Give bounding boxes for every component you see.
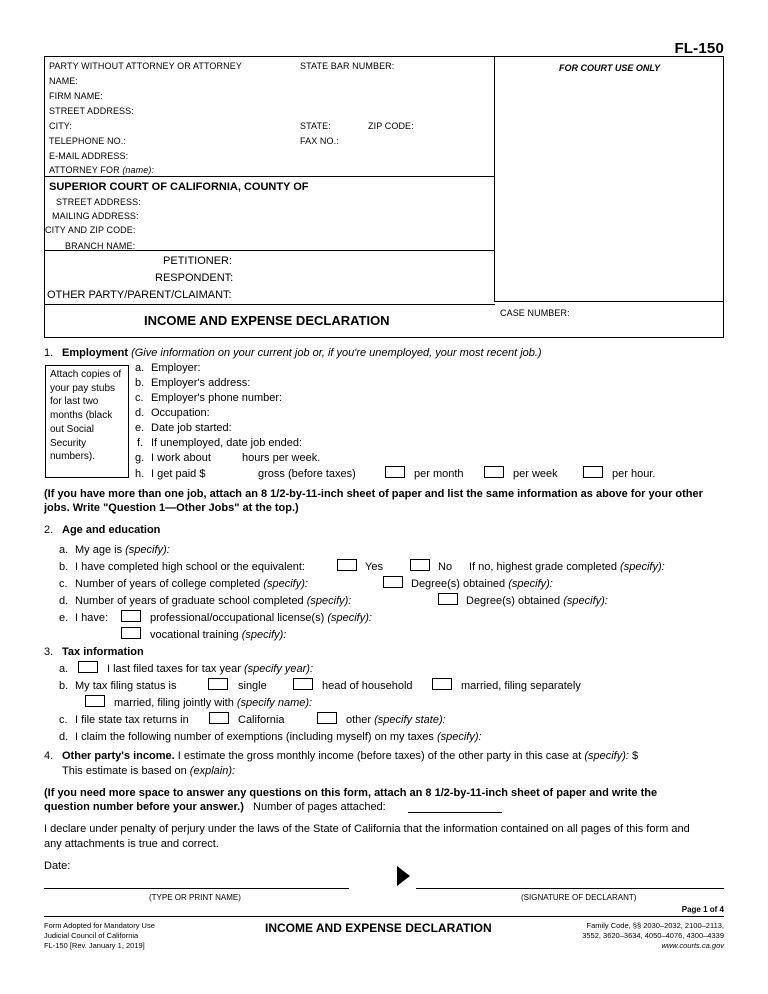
- section-4-dollar: $: [632, 750, 639, 762]
- checkbox-college-degree[interactable]: [383, 576, 403, 588]
- item-2d-degree: [466, 595, 608, 608]
- item-2d-text: Number of years of graduate school completed: [75, 595, 304, 607]
- section-4-text: I estimate the gross monthly income (before taxes) of the other party in this case at: [177, 750, 582, 762]
- city-label: CITY:: [49, 121, 73, 131]
- item-3c-label: I file state tax returns in: [75, 714, 189, 726]
- pages-attached-input-line[interactable]: [408, 812, 502, 813]
- section-4-heading-row: [62, 750, 638, 763]
- state-tax-california-label: California: [238, 714, 285, 726]
- item-3a-text: I last filed taxes for tax year: [107, 663, 241, 675]
- item-2c-label: [75, 578, 308, 591]
- section-2-heading: Age and education: [62, 524, 161, 536]
- footer-divider: [44, 916, 724, 917]
- item-1e-letter: e.: [135, 422, 145, 434]
- pages-attached-label: Number of pages attached:: [253, 801, 386, 813]
- section-4-number: 4.: [44, 750, 54, 762]
- filing-married-jointly-italic: (specify name):: [236, 697, 313, 709]
- item-1b-label: Employer's address:: [151, 377, 251, 389]
- telephone-label: TELEPHONE NO.:: [49, 136, 126, 146]
- checkbox-graduate-degree[interactable]: [438, 593, 458, 605]
- item-1f-letter: f.: [137, 437, 144, 449]
- section-1-heading: [62, 347, 542, 360]
- filing-head-of-household-label: head of household: [322, 680, 413, 692]
- checkbox-state-tax-california[interactable]: [209, 712, 229, 724]
- section-4-estimate-row: [62, 765, 235, 778]
- parties-block-divider: [44, 304, 495, 305]
- section-4-estimate-text: This estimate is based on: [62, 765, 187, 777]
- item-2d-degree-text: Degree(s) obtained: [466, 595, 561, 607]
- case-number-label: CASE NUMBER:: [500, 308, 570, 318]
- state-tax-other-text: other: [346, 714, 372, 726]
- declaration-line2: any attachments is true and correct.: [44, 838, 219, 850]
- state-tax-other-label: [346, 714, 446, 727]
- checkbox-highschool-yes[interactable]: [337, 559, 357, 571]
- item-3c-letter: c.: [59, 714, 68, 726]
- checkbox-vocational-training[interactable]: [121, 627, 141, 639]
- item-2c-italic: (specify):: [263, 578, 308, 590]
- item-2d-degree-italic: (specify):: [563, 595, 608, 607]
- checkbox-professional-license[interactable]: [121, 610, 141, 622]
- more-space-note-line2: question number before your answer.): [44, 801, 244, 813]
- item-1d-label: Occupation:: [151, 407, 210, 419]
- form-revision-line: FL-150 [Rev. January 1, 2019]: [44, 941, 145, 950]
- party-without-attorney-label: PARTY WITHOUT ATTORNEY OR ATTORNEY: [49, 61, 242, 71]
- item-1g-label: I work about: [151, 452, 211, 464]
- checkbox-state-tax-other[interactable]: [317, 712, 337, 724]
- firm-name-label: FIRM NAME:: [49, 91, 103, 101]
- form-number: FL-150: [674, 40, 724, 57]
- item-3d-text: I claim the following number of exemptions (including myself) on my taxes: [75, 731, 434, 743]
- filing-married-jointly-text: married, filing jointly with: [114, 697, 234, 709]
- item-2e-license-italic: (specify):: [327, 612, 372, 624]
- checkbox-highschool-no[interactable]: [410, 559, 430, 571]
- item-3a-italic: (specify year):: [243, 663, 314, 675]
- item-2b-label: I have completed high school or the equivalent:: [75, 561, 305, 573]
- item-2e-vocational-text: vocational training: [150, 629, 239, 641]
- item-3d-italic: (specify):: [436, 731, 482, 743]
- case-number-divider: [494, 301, 724, 302]
- section-4-italic: (specify):: [584, 750, 629, 762]
- section-2-number: 2.: [44, 524, 54, 536]
- form-adopted-line2: Judicial Council of California: [44, 931, 139, 940]
- item-2c-degree-text: Degree(s) obtained: [411, 578, 506, 590]
- respondent-label: RESPONDENT:: [155, 272, 234, 284]
- item-1a-letter: a.: [135, 362, 145, 374]
- zip-code-label: ZIP CODE:: [368, 121, 414, 131]
- item-1g-hours-label: hours per week.: [242, 452, 321, 464]
- attorney-for-text: ATTORNEY FOR: [49, 165, 120, 175]
- item-1g-letter: g.: [135, 452, 145, 464]
- date-label: Date:: [44, 860, 71, 872]
- item-2b-tail: [469, 561, 665, 574]
- checkbox-filing-married-jointly[interactable]: [85, 695, 105, 707]
- item-1c-letter: c.: [135, 392, 144, 404]
- for-court-use-only-label: FOR COURT USE ONLY: [559, 63, 661, 73]
- item-2a-label: [75, 544, 170, 557]
- item-2b-tail-text: If no, highest grade completed: [469, 561, 617, 573]
- checkbox-filing-married-separately[interactable]: [432, 678, 452, 690]
- per-month-label: per month: [414, 468, 464, 480]
- item-2b-tail-italic: (specify):: [620, 561, 665, 573]
- highschool-no-label: No: [438, 561, 453, 573]
- checkbox-filing-single[interactable]: [208, 678, 228, 690]
- item-2d-letter: d.: [59, 595, 69, 607]
- item-2a-italic: (specify):: [125, 544, 170, 556]
- type-or-print-name-caption: (TYPE OR PRINT NAME): [149, 893, 241, 902]
- court-city-zip-label: CITY AND ZIP CODE:: [45, 225, 136, 235]
- item-1h-letter: h.: [135, 468, 145, 480]
- item-3b-letter: b.: [59, 680, 69, 692]
- superior-court-heading: SUPERIOR COURT OF CALIFORNIA, COUNTY OF: [49, 181, 309, 193]
- item-2c-letter: c.: [59, 578, 68, 590]
- item-1f-label: If unemployed, date job ended:: [151, 437, 303, 449]
- item-2e-license: [150, 612, 372, 625]
- item-3d-letter: d.: [59, 731, 69, 743]
- filing-married-jointly-label: [114, 697, 312, 710]
- per-hour-label: per hour.: [612, 468, 656, 480]
- item-2c-degree-italic: (specify):: [508, 578, 553, 590]
- item-2a-text: My age is: [75, 544, 123, 556]
- item-1b-letter: b.: [135, 377, 145, 389]
- footer-citation-line2: 3552, 3620–3634, 4050–4076, 4300–4339: [582, 931, 724, 940]
- item-2e-vocational: [150, 629, 286, 642]
- page-number: Page 1 of 4: [681, 905, 724, 914]
- item-1a-label: Employer:: [151, 362, 201, 374]
- highschool-yes-label: Yes: [365, 561, 383, 573]
- item-2e-license-text: professional/occupational license(s): [150, 612, 325, 624]
- section-1-note-line2: jobs. Write "Question 1—Other Jobs" at the top.): [44, 502, 299, 514]
- section-1-note-line1: (If you have more than one job, attach an 8 1/2-by-11-inch sheet of paper and list the same information as above for your other: [44, 488, 703, 500]
- fax-label: FAX NO.:: [300, 136, 339, 146]
- checkbox-per-hour[interactable]: [583, 466, 603, 478]
- print-name-line[interactable]: [44, 888, 349, 889]
- item-2b-letter: b.: [59, 561, 69, 573]
- footer-citation-line1: Family Code, §§ 2030–2032, 2100–2113,: [586, 921, 724, 930]
- checkbox-per-month[interactable]: [385, 466, 405, 478]
- item-3a-letter: a.: [59, 663, 69, 675]
- item-2c-text: Number of years of college completed: [75, 578, 261, 590]
- filing-married-separately-label: married, filing separately: [461, 680, 581, 692]
- section-3-heading: Tax information: [62, 646, 144, 658]
- name-label: NAME:: [49, 76, 79, 86]
- item-2e-label: I have:: [75, 612, 109, 624]
- section-1-number: 1.: [44, 347, 54, 359]
- state-label: STATE:: [300, 121, 331, 131]
- email-label: E-MAIL ADDRESS:: [49, 151, 129, 161]
- filing-single-label: single: [238, 680, 267, 692]
- more-space-note-line1: (If you need more space to answer any questions on this form, attach an 8 1/2-by-11-inch sheet of paper and write the: [44, 787, 658, 799]
- attorney-for-italic: (name):: [122, 165, 155, 175]
- item-1c-label: Employer's phone number:: [151, 392, 283, 404]
- per-week-label: per week: [513, 468, 558, 480]
- attach-paystubs-instruction-box: Attach copies of your pay stubs for last two months (black out Social Security numbers).: [45, 365, 129, 478]
- item-2c-degree: [411, 578, 553, 591]
- petitioner-label: PETITIONER:: [163, 255, 233, 267]
- court-mailing-address-label: MAILING ADDRESS:: [52, 211, 139, 221]
- footer-form-title: INCOME AND EXPENSE DECLARATION: [265, 921, 492, 935]
- item-3d-label: [75, 731, 482, 744]
- item-1d-letter: d.: [135, 407, 145, 419]
- section-4-estimate-italic: (explain):: [189, 765, 236, 777]
- declaration-line1: I declare under penalty of perjury under the laws of the State of California that the information contained on all pages of this form and: [44, 823, 690, 835]
- state-tax-other-italic: (specify state):: [374, 714, 446, 726]
- item-2e-letter: e.: [59, 612, 69, 624]
- attorney-for-label: [49, 165, 154, 175]
- form-title: INCOME AND EXPENSE DECLARATION: [144, 313, 390, 328]
- footer-website-url: www.courts.ca.gov: [661, 941, 724, 950]
- street-address-label: STREET ADDRESS:: [49, 106, 134, 116]
- item-1e-label: Date job started:: [151, 422, 232, 434]
- attorney-block-divider: [44, 176, 495, 177]
- item-2d-italic: (specify):: [306, 595, 352, 607]
- form-adopted-line1: Form Adopted for Mandatory Use: [44, 921, 155, 930]
- section-1-heading-text: Employment: [62, 347, 129, 359]
- item-2d-label: [75, 595, 351, 608]
- court-street-address-label: STREET ADDRESS:: [56, 197, 141, 207]
- item-3a-label: [107, 663, 313, 676]
- state-bar-number-label: STATE BAR NUMBER:: [300, 61, 395, 71]
- section-3-number: 3.: [44, 646, 54, 658]
- other-party-label: OTHER PARTY/PARENT/CLAIMANT:: [47, 289, 232, 301]
- section-1-heading-italic: (Give information on your current job or, if you're unemployed, your most recent job.): [131, 347, 542, 359]
- checkbox-per-week[interactable]: [484, 466, 504, 478]
- court-branch-name-label: BRANCH NAME:: [65, 241, 136, 251]
- checkbox-filing-head-of-household[interactable]: [293, 678, 313, 690]
- item-1h-gross-label: gross (before taxes): [258, 468, 356, 480]
- signature-of-declarant-caption: (SIGNATURE OF DECLARANT): [521, 893, 637, 902]
- checkbox-last-filed-taxes[interactable]: [78, 661, 98, 673]
- section-4-heading: Other party's income.: [62, 750, 175, 762]
- item-2a-letter: a.: [59, 544, 69, 556]
- signature-pointer-icon: [397, 866, 410, 886]
- more-space-note-line2-row: [44, 801, 386, 814]
- caption-vertical-divider: [494, 56, 495, 301]
- item-1h-label: I get paid $: [151, 468, 206, 480]
- item-3b-label: My tax filing status is: [75, 680, 177, 692]
- signature-line[interactable]: [416, 888, 724, 889]
- item-2e-vocational-italic: (specify):: [241, 629, 287, 641]
